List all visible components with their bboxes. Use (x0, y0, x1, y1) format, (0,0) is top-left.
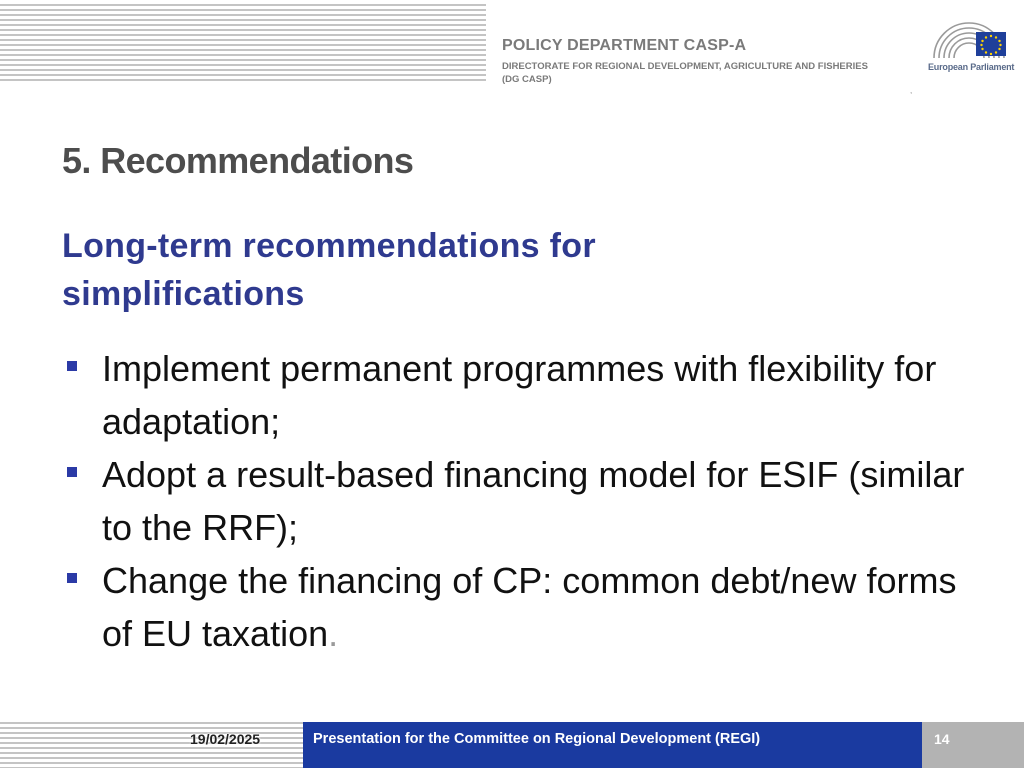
final-period: . (328, 613, 339, 654)
square-bullet-icon (67, 361, 77, 371)
header-stripes (0, 4, 486, 84)
dg-line: (DG CASP) (502, 74, 552, 85)
footer-bar (303, 722, 922, 768)
hemicycle-icon (930, 12, 1008, 60)
european-parliament-logo (928, 12, 1015, 78)
department-title: POLICY DEPARTMENT CASP-A (502, 37, 747, 54)
page-number: 14 (934, 731, 950, 747)
page-number-box (922, 722, 1024, 768)
bullet-text: Change the financing of CP: common debt/new forms of EU taxation (102, 560, 957, 654)
directorate-line: DIRECTORATE FOR REGIONAL DEVELOPMENT, AGRICULTURE AND FISHERIES (502, 61, 868, 72)
square-bullet-icon (67, 573, 77, 583)
tiny-mark: , (910, 86, 913, 95)
bullet-text: Implement permanent programmes with flexibility for adaptation; (102, 348, 937, 442)
bullet-list (62, 342, 972, 660)
bullet-item (62, 448, 972, 554)
header-block (502, 36, 902, 86)
square-bullet-icon (67, 467, 77, 477)
slide-title: 5. Recommendations (62, 140, 414, 181)
slide-subtitle: Long-term recommendations for simplifications (62, 227, 596, 313)
footer-date: 19/02/2025 (190, 731, 261, 747)
logo-text: European Parliament (928, 62, 1015, 72)
bullet-text: Adopt a result-based financing model for ESIF (similar to the RRF); (102, 454, 965, 548)
bullet-item (62, 554, 972, 660)
footer-presentation-title: Presentation for the Committee on Regional Development (REGI) (313, 731, 761, 747)
bullet-item (62, 342, 972, 448)
